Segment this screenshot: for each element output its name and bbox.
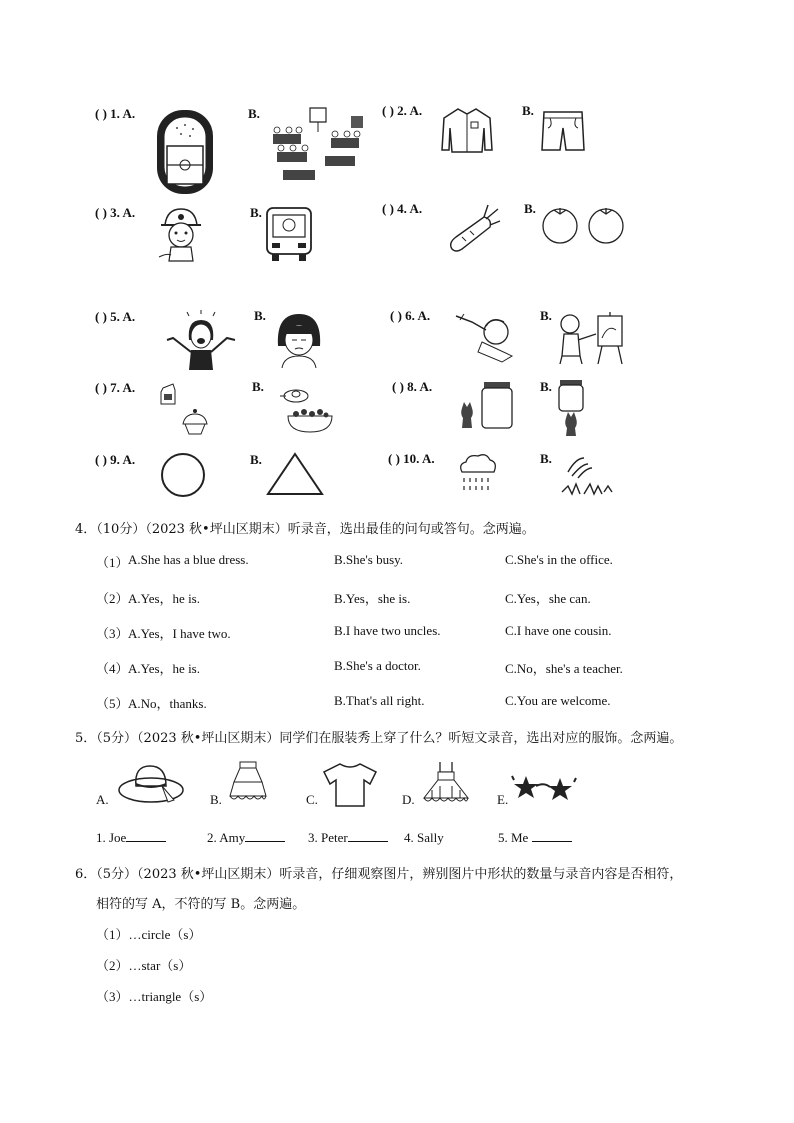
q4-row4-option-a: A.Yes，he is. [128,661,200,676]
question-4-header: 4．（10分）（2023 秋•坪山区期末）听录音，选出最佳的问句或答句。念两遍。 [75,522,535,537]
sun-hat-picture [116,760,186,808]
painting-boy-picture [556,310,630,366]
q4-row1-option-a: A.She has a blue dress. [128,552,249,567]
item-2-b-label: B. [522,103,534,118]
item-6-label: ( ) 6. A. [390,308,431,323]
q5-name-peter [308,830,388,846]
carrot-picture [444,203,502,255]
q5-option-b-label: B. [210,792,222,807]
q4-row3-option-b: B.I have two uncles. [334,623,441,638]
item-10-b-label: B. [540,451,552,466]
q6-item-1: （1）…circle（s） [96,927,202,942]
cat-under-jar-picture [556,378,588,438]
shorts-picture [540,108,586,154]
item-10-label: ( ) 10. A. [388,451,435,466]
item-5-label: ( ) 5. A. [95,309,136,324]
q5-name-joe-text: 1. Joe [96,830,127,845]
triangle-picture [266,452,324,496]
dress-picture [420,760,472,806]
item-8-label: ( ) 8. A. [392,379,433,394]
rain-cloud-picture [456,452,498,496]
q4-row4-num: （4） [96,661,129,676]
skirt-picture [228,760,268,806]
q4-row4-option-c: C.No，she's a teacher. [505,661,623,676]
item-1-label: ( ) 1. A. [95,106,136,121]
q4-row3-option-c: C.I have one cousin. [505,623,612,638]
q6-item-2: （2）…star（s） [96,958,192,973]
q4-row2-option-a: A.Yes，he is. [128,591,200,606]
question-5-header: 5．（5分）（2023 秋•坪山区期末）同学们在服装秀上穿了什么？听短文录音，选出对应的服饰。念两遍。 [75,731,683,746]
question-6-header-line1: 6．（5分）（2023 秋•坪山区期末）听录音，仔细观察图片，辨别图片中形状的数量与录音内容是否相符， [75,867,683,882]
item-3-b-label: B. [250,205,262,220]
reading-boy-picture [452,312,518,364]
q4-row2-option-b: B.Yes，she is. [334,591,411,606]
excited-girl-picture [163,310,239,372]
q5-blank-1[interactable] [126,831,166,842]
windy-picture [558,454,616,500]
q5-name-me-text: 5. Me [498,830,529,845]
q5-blank-5[interactable] [532,831,572,842]
q5-name-joe [96,830,166,846]
q4-row3-option-a: A.Yes，I have two. [128,626,231,641]
stadium-picture [155,108,215,196]
item-1-b-label: B. [248,106,260,121]
item-8-b-label: B. [540,379,552,394]
item-2-label: ( ) 2. A. [382,103,423,118]
item-7-b-label: B. [252,379,264,394]
q6-item-3: （3）…triangle（s） [96,989,213,1004]
q5-name-sally-text: 4. Sally [404,830,444,845]
item-9-b-label: B. [250,452,262,467]
item-4-b-label: B. [524,201,536,216]
q5-name-me [498,830,572,846]
q5-name-amy-text: 2. Amy [207,830,246,845]
tired-girl-picture [274,310,324,370]
q5-option-e-label: E. [497,792,509,807]
t-shirt-picture [322,760,378,808]
q4-row4-option-b: B.She's a doctor. [334,658,421,673]
q5-option-c-label: C. [306,792,318,807]
q5-name-peter-text: 3. Peter [308,830,348,845]
q4-row2-option-c: C.Yes，she can. [505,591,591,606]
q4-row1-option-c: C.She's in the office. [505,552,613,567]
item-4-label: ( ) 4. A. [382,201,423,216]
q5-name-sally [404,830,444,846]
q5-blank-2[interactable] [245,831,285,842]
firefighter-picture [157,205,207,263]
milk-and-cupcake-picture [155,380,211,436]
item-5-b-label: B. [254,308,266,323]
q4-row5-num: （5） [96,696,129,711]
q5-option-a-label: A. [96,792,109,807]
q5-option-d-label: D. [402,792,415,807]
q4-row5-option-c: C.You are welcome. [505,693,611,708]
q4-row5-option-b: B.That's all right. [334,693,425,708]
item-6-b-label: B. [540,308,552,323]
circle-picture [160,452,206,498]
bus-driver-picture [264,205,314,263]
item-9-label: ( ) 9. A. [95,452,136,467]
star-sunglasses-picture [512,772,576,806]
tomatoes-picture [540,204,630,244]
q4-row2-num: （2） [96,591,129,606]
item-7-label: ( ) 7. A. [95,380,136,395]
q4-row1-option-b: B.She's busy. [334,552,404,567]
q4-row1-num: （1） [96,555,129,570]
question-6-header-line2: 相符的写 A，不符的写 B。念两遍。 [96,897,306,912]
classroom-picture [265,104,371,190]
q4-row5-option-a: A.No，thanks. [128,696,207,711]
q4-row3-num: （3） [96,626,129,641]
item-3-label: ( ) 3. A. [95,205,136,220]
cat-beside-jar-picture [454,380,518,432]
egg-and-salad-picture [266,382,338,434]
q5-blank-3[interactable] [348,831,388,842]
q5-name-amy [207,830,285,846]
shirt-picture [440,106,494,154]
